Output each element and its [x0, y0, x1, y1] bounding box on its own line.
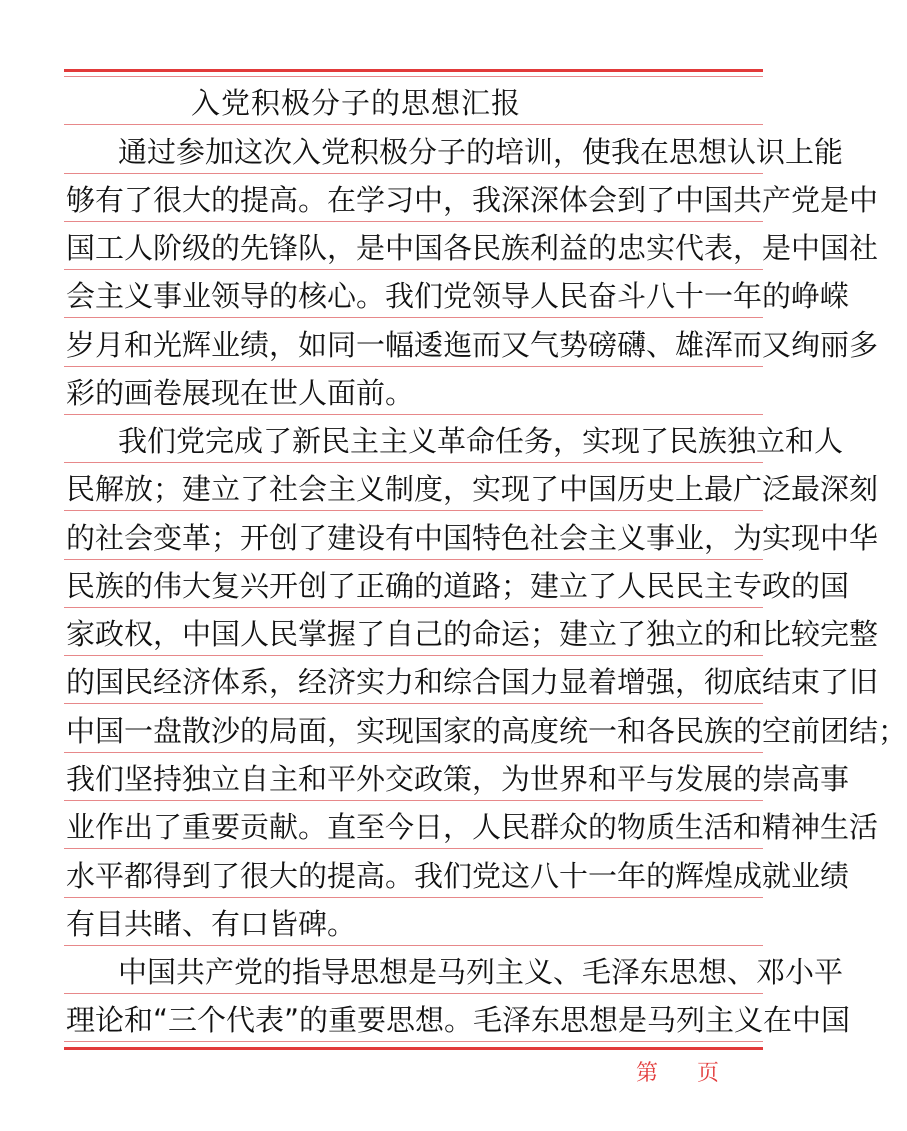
text-line-row [64, 946, 844, 994]
page-number-label [636, 1056, 719, 1087]
text-line: 的国民经济体系，经济实力和综合国力显着增强，彻底结束了旧 [66, 665, 879, 700]
text-line-row [64, 608, 879, 656]
text-line: 业作出了重要贡献。直至今日，人民群众的物质生活和精神生活 [66, 810, 879, 845]
text-line: 中国一盘散沙的局面，实现国家的高度统一和各民族的空前团结； [66, 713, 907, 748]
page-suffix: 页 [697, 1061, 720, 1086]
text-line-row [64, 463, 879, 511]
text-line-row [64, 415, 844, 463]
report-title: 入党积极分子的思想汇报 [191, 86, 522, 121]
text-line: 民族的伟大复兴开创了正确的道路；建立了人民民主专政的国 [66, 568, 850, 603]
text-line: 的社会变革；开创了建设有中国特色社会主义事业，为实现中华 [66, 520, 879, 555]
text-line-row [64, 898, 763, 946]
text-line: 彩的画卷展现在世人面前。 [66, 375, 415, 410]
text-line-row [64, 125, 844, 173]
text-line: 家政权，中国人民掌握了自己的命运；建立了独立的和比较完整 [66, 617, 879, 652]
text-line-row [64, 656, 879, 704]
text-line-row [64, 174, 879, 222]
bottom-rule-thick [64, 1047, 763, 1050]
report-body [64, 125, 907, 1042]
text-line: 中国共产党的指导思想是马列主义、毛泽东思想、邓小平 [118, 955, 844, 990]
text-line-row [64, 222, 879, 270]
text-line: 水平都得到了很大的提高。我们党这八十一年的辉煌成就业绩 [66, 858, 850, 893]
text-line: 会主义事业领导的核心。我们党领导人民奋斗八十一年的峥嵘 [66, 279, 850, 314]
text-line-row [64, 367, 763, 415]
text-line-row [64, 511, 879, 559]
lined-sheet [64, 77, 907, 1042]
text-line: 国工人阶级的先锋队，是中国各民族利益的忠实代表，是中国社 [66, 231, 879, 266]
text-line: 岁月和光辉业绩，如同一幅逶迤而又气势磅礴、雄浑而又绚丽多 [66, 327, 879, 362]
text-line: 理论和“三个代表”的重要思想。毛泽东思想是马列主义在中国 [66, 1003, 851, 1038]
text-line-row [64, 753, 850, 801]
text-line: 我们坚持独立自主和平外交政策，为世界和平与发展的崇高事 [66, 761, 850, 796]
text-line-row [64, 994, 851, 1042]
text-line: 我们党完成了新民主主义革命任务，实现了民族独立和人 [118, 424, 844, 459]
text-line: 通过参加这次入党积极分子的培训，使我在思想认识上能 [118, 134, 844, 169]
report-title-row [64, 77, 763, 125]
top-rule-thick [64, 69, 763, 72]
text-line-row [64, 270, 850, 318]
text-line-row [64, 318, 879, 366]
text-line: 有目共睹、有口皆碑。 [66, 906, 357, 941]
text-line-row [64, 801, 879, 849]
page-prefix: 第 [636, 1061, 659, 1086]
text-line: 民解放；建立了社会主义制度，实现了中国历史上最广泛最深刻 [66, 472, 879, 507]
text-line-row [64, 849, 850, 897]
text-line: 够有了很大的提高。在学习中，我深深体会到了中国共产党是中 [66, 182, 879, 217]
text-line-row [64, 560, 850, 608]
text-line-row [64, 704, 907, 752]
